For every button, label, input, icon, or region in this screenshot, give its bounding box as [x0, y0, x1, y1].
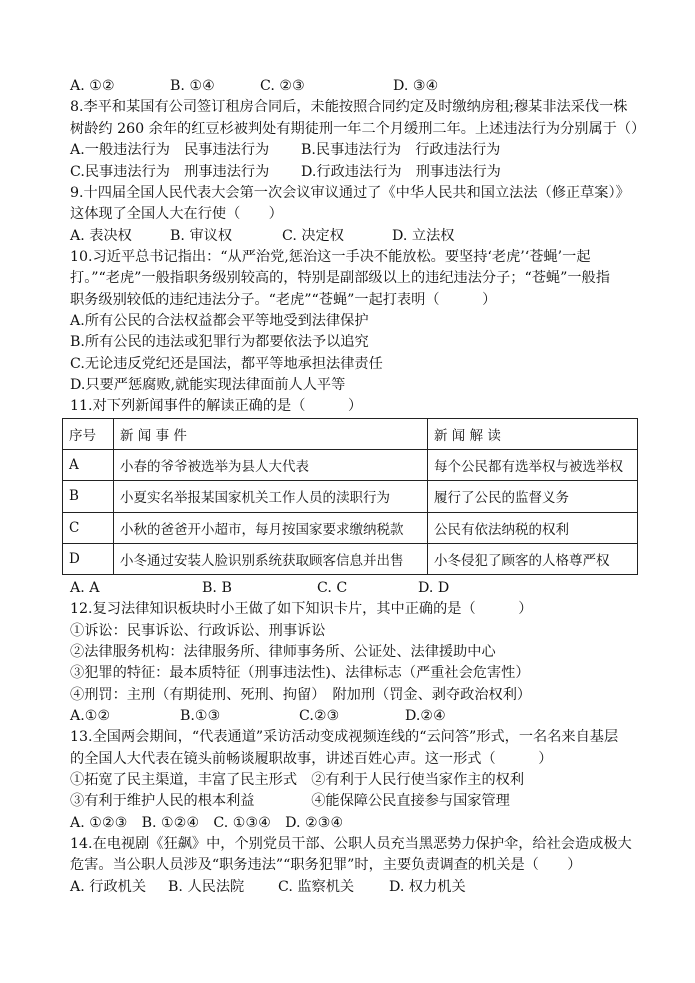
- table-cell: D: [63, 543, 114, 574]
- q10-option-a: A.所有公民的合法权益都会平等地受到法律保护: [70, 313, 369, 329]
- q8-option-d: D.行政违法行为 刑事违法行为: [301, 164, 501, 180]
- q8-options-row-1: [70, 140, 500, 160]
- q9-option-b: B. 审议权: [170, 228, 233, 244]
- q8-options-row-2: [70, 162, 501, 182]
- q12-option-c: C.②③: [299, 708, 340, 724]
- q9-options: [70, 226, 454, 246]
- table-cell: 每个公民都有选举权与被选举权: [428, 450, 638, 481]
- table-cell: 小夏实名举报某国家机关工作人员的渎职行为: [114, 481, 428, 512]
- q13-stem-line-2: 的全国人大代表在镜头前畅谈履职故事，讲述百姓心声。这一形式（ ）: [70, 751, 553, 767]
- table-cell: 小冬通过安装人脸识别系统获取顾客信息并出售: [114, 543, 428, 574]
- q11-option-a: A. A: [70, 580, 100, 596]
- q12-options: [70, 706, 446, 726]
- q12-item-3: ③犯罪的特征：最本质特征（刑事违法性)、法律标志（严重社会危害性）: [70, 665, 530, 681]
- table-cell: 小秋的爸爸开小超市，每月按国家要求缴纳税款: [114, 512, 428, 543]
- q8-stem-line-1: 8.李平和某国有公司签订租房合同后，未能按照合同约定及时缴纳房租;穆某非法采伐一株: [70, 99, 628, 115]
- table-header-cell: 新 闻 事 件: [114, 419, 428, 450]
- q14-option-a: A. 行政机关: [70, 879, 147, 895]
- table-row: [63, 543, 638, 574]
- q12-item-2: ②法律服务机构：法律服务所、律师事务所、公证处、法律援助中心: [70, 644, 496, 660]
- q8-option-a: A.一般违法行为 民事违法行为: [70, 142, 270, 158]
- q10-option-c: C.无论违反党纪还是国法，都平等地承担法律责任: [70, 356, 383, 372]
- q14-option-b: B. 人民法院: [168, 879, 245, 895]
- q13-options: A. ①②③ B. ①②④ C. ①③④ D. ②③④: [70, 815, 344, 831]
- q13-items-line-2: ③有利于维护人民的根本利益 ④能保障公民直接参与国家管理: [70, 793, 510, 809]
- q12-option-d: D.②④: [405, 708, 446, 724]
- q10-stem-line-3: 职务级别较低的违纪违法分子。“老虎”“苍蝇”一起打表明（ ）: [70, 292, 497, 308]
- q12-item-1: ①诉讼：民事诉讼、行政诉讼、刑事诉讼: [70, 623, 326, 639]
- q9-stem-line-1: 9.十四届全国人民代表大会第一次会议审议通过了《中华人民共和国立法法（修正草案）》: [70, 185, 630, 201]
- q12-item-4: ④刑罚：主刑（有期徒刑、死刑、拘留） 附加刑（罚金、剥夺政治权利）: [70, 687, 532, 703]
- table-cell: 小春的爷爷被选举为县人大代表: [114, 450, 428, 481]
- table-header-cell: 新 闻 解 读: [428, 419, 638, 450]
- q7-options: [70, 76, 438, 96]
- q8-stem-line-2: 树龄约 260 余年的红豆杉被判处有期徒刑一年二个月缓刑二年。上述违法行为分别属于（）: [70, 121, 646, 137]
- q8-option-c: C.民事违法行为 刑事违法行为: [70, 164, 270, 180]
- q11-option-c: C. C: [317, 580, 348, 596]
- table-header-row: [63, 419, 638, 450]
- q14-stem-line-1: 14.在电视剧《狂飙》中，个别党员干部、公职人员充当黑恶势力保护伞，给社会造成极大: [70, 836, 632, 852]
- table-row: [63, 481, 638, 512]
- table-cell: 履行了公民的监督义务: [428, 481, 638, 512]
- q13-stem-line-1: 13.全国两会期间，“代表通道”采访活动变成视频连线的“云问答”形式，一名名来自基层: [70, 729, 619, 745]
- table-header-cell: 序号: [63, 419, 114, 450]
- q9-option-c: C. 决定权: [282, 228, 344, 244]
- q8-option-b: B.民事违法行为 行政违法行为: [301, 142, 501, 158]
- table-row: [63, 450, 638, 481]
- news-table: [62, 418, 638, 575]
- q7-option-b: B. ①④: [170, 78, 215, 94]
- q7-option-a: A. ①②: [70, 78, 115, 94]
- q9-stem-line-2: 这体现了全国人大在行使（ ）: [70, 206, 283, 222]
- q11-stem: 11.对下列新闻事件的解读正确的是（ ）: [70, 398, 363, 414]
- q10-stem-line-2: 打。”“老虎”一般指职务级别较高的，特别是副部级以上的违纪违法分子；“苍蝇”一般指: [70, 270, 610, 286]
- q12-option-b: B.①③: [180, 708, 221, 724]
- q14-stem-line-2: 危害。当公职人员涉及“职务违法”“职务犯罪”时，主要负责调查的机关是（ ）: [70, 857, 582, 873]
- q10-option-d: D.只要严惩腐败,就能实现法律面前人人平等: [70, 377, 346, 393]
- table-cell: 小冬侵犯了顾客的人格尊严权: [428, 543, 638, 574]
- q7-option-d: D. ③④: [393, 78, 439, 94]
- table-cell: 公民有依法纳税的权利: [428, 512, 638, 543]
- q11-options: [70, 578, 449, 598]
- q11-option-d: D. D: [418, 580, 450, 596]
- q10-stem-line-1: 10.习近平总书记指出：“从严治党,惩治这一手决不能放松。要坚持‘老虎’‘苍蝇’一起: [70, 249, 591, 265]
- table-cell: B: [63, 481, 114, 512]
- table-cell: C: [63, 512, 114, 543]
- q11-option-b: B. B: [202, 580, 232, 596]
- q10-option-b: B.所有公民的违法或犯罪行为都要依法予以追究: [70, 334, 369, 350]
- q9-option-a: A. 表决权: [70, 228, 132, 244]
- q7-option-c: C. ②③: [260, 78, 305, 94]
- q14-options: [70, 877, 466, 897]
- table-row: [63, 512, 638, 543]
- q13-items-line-1: ①拓宽了民主渠道，丰富了民主形式 ②有利于人民行使当家作主的权利: [70, 772, 525, 788]
- q14-option-c: C. 监察机关: [278, 879, 355, 895]
- q14-option-d: D. 权力机关: [389, 879, 466, 895]
- table-cell: A: [63, 450, 114, 481]
- q12-stem: 12.复习法律知识板块时小王做了如下知识卡片，其中正确的是（ ）: [70, 601, 533, 617]
- q12-option-a: A.①②: [70, 708, 111, 724]
- q9-option-d: D. 立法权: [392, 228, 455, 244]
